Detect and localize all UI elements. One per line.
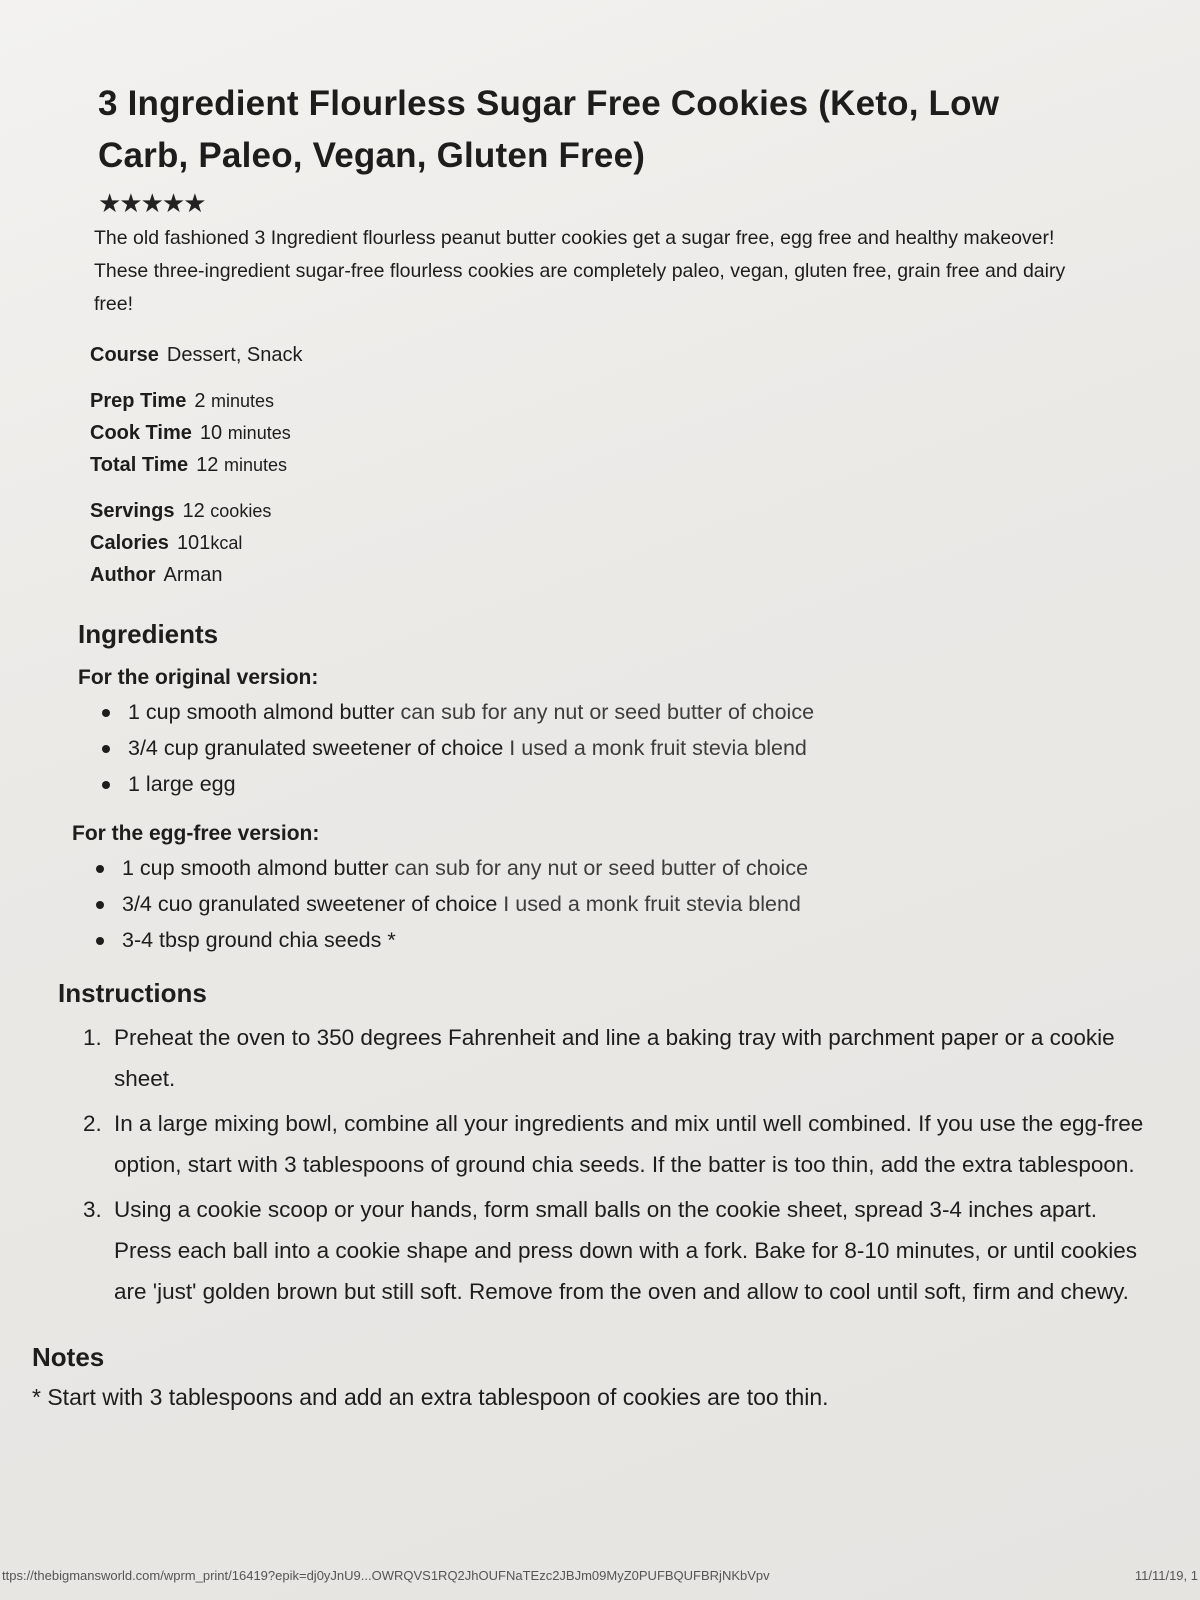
ingredient-text: 1 cup smooth almond butter (128, 700, 395, 724)
ingredient-text: 3-4 tbsp ground chia seeds * (122, 928, 396, 952)
yield-meta (90, 495, 1158, 591)
footer-url: ttps://thebigmansworld.com/wprm_print/16419?epik=dj0yJnU9...OWRQVS1RQ2JhOUFNaTEzc2JBJm09MyZ0PUFBQUFBRjNKbVpv (2, 1568, 770, 1583)
prep-time-value: 2 (194, 390, 206, 412)
ingredient-text: 3/4 cup granulated sweetener of choice (128, 736, 504, 760)
prep-time-row (90, 385, 1158, 417)
ingredient-note: can sub for any nut or seed butter of choice (400, 700, 815, 724)
rating-stars: ★★★★★ (98, 188, 205, 218)
instruction-step: 1. Preheat the oven to 350 degrees Fahrenheit and line a baking tray with parchment paper or a cookie sheet. (108, 1017, 1158, 1099)
servings-label: Servings (90, 500, 175, 522)
ingredient-group-original (78, 666, 1158, 802)
cook-time-unit: minutes (227, 423, 291, 443)
author-row (90, 559, 1158, 591)
ingredient-group-egg-free (72, 822, 1158, 958)
cook-time-label: Cook Time (90, 422, 192, 444)
cook-time-row (90, 417, 1158, 449)
ingredient-item (96, 886, 1158, 922)
calories-value: 101 (176, 532, 211, 554)
notes-heading: Notes (32, 1342, 105, 1372)
calories-row (90, 527, 1158, 559)
prep-time-unit: minutes (211, 391, 275, 411)
ingredient-item (102, 694, 1158, 730)
ingredient-text: 3/4 cuo granulated sweetener of choice (122, 892, 498, 916)
ingredient-item (102, 766, 1158, 802)
instructions-section (58, 978, 1158, 1312)
ingredient-text: 1 cup smooth almond butter (122, 856, 389, 880)
notes-section (32, 1342, 1158, 1415)
ingredient-note: I used a monk fruit stevia blend (509, 736, 807, 760)
ingredient-list (72, 850, 1158, 958)
course-row (90, 339, 1158, 371)
instructions-heading: Instructions (58, 978, 207, 1008)
notes-text: * Start with 3 tablespoons and add an extra tablespoon of cookies are too thin. (32, 1384, 829, 1410)
ingredients-heading: Ingredients (78, 619, 219, 649)
time-meta (90, 385, 1158, 481)
ingredient-item (96, 850, 1158, 886)
servings-row (90, 495, 1158, 527)
course-meta (90, 339, 1158, 371)
total-time-label: Total Time (90, 454, 189, 476)
ingredient-note: can sub for any nut or seed butter of choice (394, 856, 809, 880)
cook-time-value: 10 (199, 422, 223, 444)
total-time-row (90, 449, 1158, 481)
instruction-steps (58, 1017, 1158, 1312)
ingredient-list (78, 694, 1158, 802)
servings-value: 12 (182, 500, 205, 522)
calories-label: Calories (90, 532, 169, 554)
course-label: Course (90, 344, 159, 366)
ingredient-text: 1 large egg (128, 772, 236, 796)
prep-time-label: Prep Time (90, 390, 187, 412)
recipe-summary: The old fashioned 3 Ingredient flourless peanut butter cookies get a sugar free, egg free and healthy makeover! These three-ingredient sugar-free flourless cookies are completely paleo, vegan, gluten free, grain free and dairy free! (94, 227, 1066, 315)
recipe-title: 3 Ingredient Flourless Sugar Free Cookies (Keto, Low Carb, Paleo, Vegan, Gluten Free) (98, 84, 1000, 175)
ingredient-item (96, 922, 1158, 958)
total-time-value: 12 (196, 454, 219, 476)
recipe-card (32, 78, 1158, 1415)
ingredient-item (102, 730, 1158, 766)
footer-date: 11/11/19, 1 (1134, 1568, 1198, 1583)
ingredient-note: I used a monk fruit stevia blend (503, 892, 801, 916)
author-value: Arman (163, 564, 223, 586)
servings-unit: cookies (210, 501, 272, 521)
calories-unit: kcal (210, 533, 243, 553)
author-label: Author (90, 564, 156, 586)
instruction-step: 3. Using a cookie scoop or your hands, form small balls on the cookie sheet, spread 3-4 inches apart. Press each ball into a cookie shape and press down with a fork. Bake for 8-10 minutes, or until cookies are 'just' golden brown but still soft. Remove from the oven and allow to cool until soft, firm and chewy. (108, 1189, 1158, 1312)
ingredient-group-title: For the egg-free version: (72, 822, 320, 845)
instruction-step: 2. In a large mixing bowl, combine all your ingredients and mix until well combined. If you use the egg-free option, start with 3 tablespoons of ground chia seeds. If the batter is too thin, add the extra tablespoon. (108, 1103, 1158, 1185)
ingredient-group-title: For the original version: (78, 666, 319, 689)
course-value: Dessert, Snack (166, 344, 303, 366)
total-time-unit: minutes (223, 455, 288, 475)
